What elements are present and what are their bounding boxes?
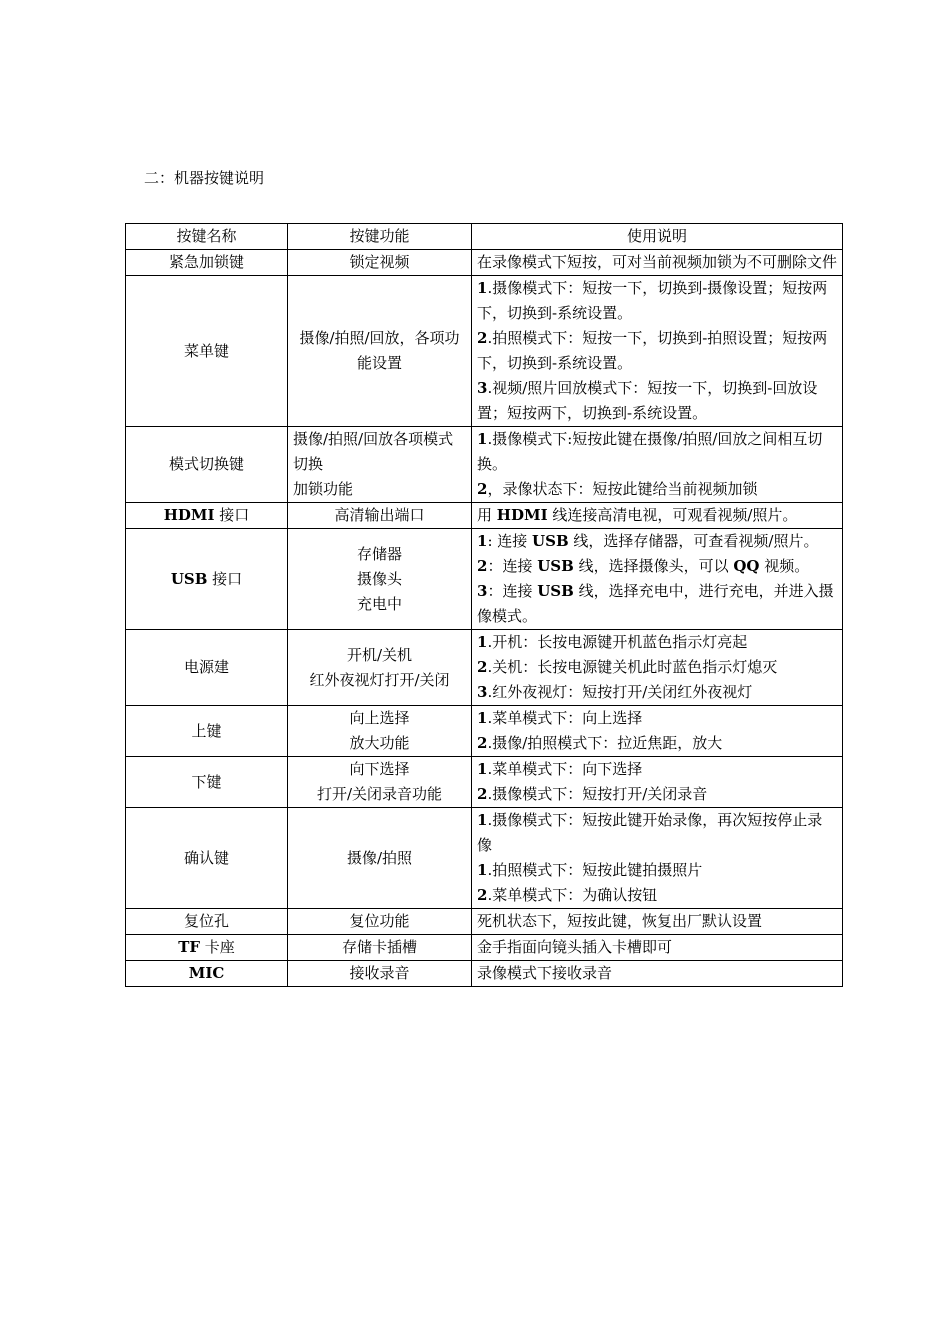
key-function-cell: [288, 808, 472, 909]
key-name-cell: [126, 935, 288, 961]
item-number: 2: [477, 734, 488, 752]
key-function-line: 开机/关机: [346, 645, 413, 664]
item-number: 2: [477, 658, 488, 676]
item-number: 1: [477, 430, 488, 448]
key-name-cell: [126, 276, 288, 427]
key-name-bold: MIC: [188, 964, 225, 982]
usage-line: 1: 连接 USB 线，选择存储器，可查看视频/照片。: [477, 532, 819, 550]
usage-line: 1.摄像模式下：短按一下，切换到-摄像设置；短按两下，切换到-系统设置。: [477, 279, 828, 322]
key-function-line: 接收录音: [349, 964, 410, 982]
table-header-row: [126, 224, 843, 250]
usage-line: 2：连接 USB 线，选择摄像头，可以 QQ 视频。: [477, 557, 810, 575]
table-row: [126, 757, 843, 808]
usage-line: 2.摄像/拍照模式下：拉近焦距，放大: [477, 734, 723, 752]
usage-line: 1.摄像模式下:短按此键在摄像/拍照/回放之间相互切换。: [477, 430, 823, 473]
key-function-line: 摄像/拍照: [346, 848, 413, 867]
usage-cell: [472, 630, 843, 706]
key-name-cell: [126, 808, 288, 909]
table-row: [126, 503, 843, 529]
button-description-table: [125, 223, 843, 987]
table-row: [126, 250, 843, 276]
key-function-line: 存储器: [356, 544, 402, 563]
key-function-line: 复位功能: [349, 912, 410, 930]
item-number: 1: [477, 532, 488, 550]
usage-line: 2，录像状态下：短按此键给当前视频加锁: [477, 480, 758, 498]
bold-term: USB: [537, 582, 574, 600]
key-name: 下键: [191, 772, 222, 791]
item-number: 2: [477, 886, 488, 904]
key-name: 接口: [207, 569, 243, 588]
usage-cell: [472, 909, 843, 935]
key-name-bold: USB: [170, 569, 208, 588]
usage-line: 用 HDMI 线连接高清电视，可观看视频/照片。: [477, 506, 798, 524]
key-name-cell: [126, 909, 288, 935]
key-name-cell: [126, 757, 288, 808]
usage-line: 2.拍照模式下：短按一下，切换到-拍照设置；短按两下，切换到-系统设置。: [477, 329, 828, 372]
key-function-cell: [288, 503, 472, 529]
header-key-function: 按键功能: [288, 224, 472, 250]
usage-line: 1.拍照模式下：短按此键拍摄照片: [477, 861, 703, 879]
table-row: [126, 529, 843, 630]
item-number: 3: [477, 683, 488, 701]
bold-term: USB: [532, 532, 569, 550]
key-function-line: 红外夜视灯打开/关闭: [309, 670, 450, 689]
key-function-line: 向上选择: [349, 709, 410, 727]
usage-line: 1.开机：长按电源键开机蓝色指示灯亮起: [477, 633, 748, 651]
key-name: 电源建: [183, 658, 229, 676]
key-function-line: 锁定视频: [349, 253, 410, 271]
bold-term: USB: [537, 557, 574, 575]
key-function-line: 打开/关闭录音功能: [316, 785, 443, 803]
usage-line: 2.关机：长按电源键关机此时蓝色指示灯熄灭: [477, 658, 778, 676]
key-function-cell: [288, 630, 472, 706]
key-function-line: 充电中: [356, 594, 402, 613]
key-function-cell: [288, 276, 472, 427]
key-name: 复位孔: [183, 912, 229, 930]
key-name-bold: TF: [178, 938, 201, 956]
key-function-line: 摄像/拍照/回放各项模式切换: [293, 430, 454, 473]
usage-cell: [472, 808, 843, 909]
key-function-line: 加锁功能: [293, 480, 354, 498]
table-row: [126, 935, 843, 961]
key-name: 接口: [214, 506, 250, 524]
key-function-line: 高清输出端口: [334, 506, 425, 524]
key-name-cell: [126, 529, 288, 630]
key-function-line: 放大功能: [349, 734, 410, 752]
bold-term: QQ: [733, 557, 760, 575]
item-number: 2: [477, 329, 488, 347]
usage-line: 2.摄像模式下：短按打开/关闭录音: [477, 785, 708, 803]
item-number: 2: [477, 480, 488, 498]
key-name: 紧急加锁键: [168, 253, 244, 271]
usage-line: 3.红外夜视灯：短按打开/关闭红外夜视灯: [477, 683, 753, 701]
section-heading: 二：机器按键说明: [144, 169, 265, 187]
key-function-cell: [288, 961, 472, 987]
table-row: [126, 706, 843, 757]
key-function-line: 摄像/拍照/回放，各项功能设置: [299, 329, 460, 372]
item-number: 3: [477, 379, 488, 397]
key-function-cell: [288, 757, 472, 808]
usage-cell: [472, 250, 843, 276]
table-row: [126, 808, 843, 909]
usage-cell: [472, 529, 843, 630]
usage-line: 1.菜单模式下：向下选择: [477, 760, 643, 778]
key-function-cell: [288, 706, 472, 757]
key-function-line: 向下选择: [349, 760, 410, 778]
header-usage: 使用说明: [472, 224, 843, 250]
item-number: 1: [477, 633, 488, 651]
key-function-cell: [288, 250, 472, 276]
item-number: 2: [477, 557, 488, 575]
item-number: 1: [477, 811, 488, 829]
key-name: 模式切换键: [168, 455, 244, 473]
item-number: 3: [477, 582, 488, 600]
usage-cell: [472, 503, 843, 529]
key-name: 确认键: [183, 848, 229, 867]
usage-line: 录像模式下接收录音: [477, 964, 613, 982]
usage-line: 2.菜单模式下：为确认按钮: [477, 886, 658, 904]
usage-line: 1.菜单模式下：向上选择: [477, 709, 643, 727]
key-name-cell: [126, 706, 288, 757]
item-number: 1: [477, 760, 488, 778]
usage-cell: [472, 276, 843, 427]
table-row: [126, 276, 843, 427]
key-function-cell: [288, 935, 472, 961]
usage-line: 3.视频/照片回放模式下：短按一下，切换到-回放设置；短按两下，切换到-系统设置。: [477, 379, 818, 422]
table-row: [126, 427, 843, 503]
usage-cell: [472, 706, 843, 757]
key-name: 菜单键: [183, 341, 229, 360]
usage-cell: [472, 961, 843, 987]
key-name-cell: [126, 250, 288, 276]
usage-cell: [472, 757, 843, 808]
usage-line: 死机状态下，短按此键，恢复出厂默认设置: [477, 912, 763, 930]
key-name-cell: [126, 961, 288, 987]
header-key-name: 按键名称: [126, 224, 288, 250]
usage-line: 金手指面向镜头插入卡槽即可: [477, 938, 673, 956]
key-name-bold: HDMI: [163, 506, 215, 524]
item-number: 1: [477, 861, 488, 879]
usage-line: 3：连接 USB 线，选择充电中，进行充电，并进入摄像模式。: [477, 582, 834, 625]
table-row: [126, 909, 843, 935]
key-function-cell: [288, 529, 472, 630]
usage-cell: [472, 427, 843, 503]
key-function-cell: [288, 909, 472, 935]
item-number: 2: [477, 785, 488, 803]
key-name-cell: [126, 630, 288, 706]
key-function-line: 存储卡插槽: [341, 938, 417, 956]
item-number: 1: [477, 279, 488, 297]
key-function-line: 摄像头: [356, 569, 402, 588]
usage-line: 1.摄像模式下：短按此键开始录像，再次短按停止录像: [477, 811, 823, 854]
usage-line: 在录像模式下短按，可对当前视频加锁为不可删除文件: [477, 253, 838, 271]
table-row: [126, 630, 843, 706]
bold-term: HDMI: [496, 506, 548, 524]
key-name: 上键: [191, 721, 222, 740]
item-number: 1: [477, 709, 488, 727]
key-name-cell: [126, 427, 288, 503]
usage-cell: [472, 935, 843, 961]
key-name: 卡座: [200, 938, 235, 956]
key-name-cell: [126, 503, 288, 529]
table-row: [126, 961, 843, 987]
key-function-cell: [288, 427, 472, 503]
